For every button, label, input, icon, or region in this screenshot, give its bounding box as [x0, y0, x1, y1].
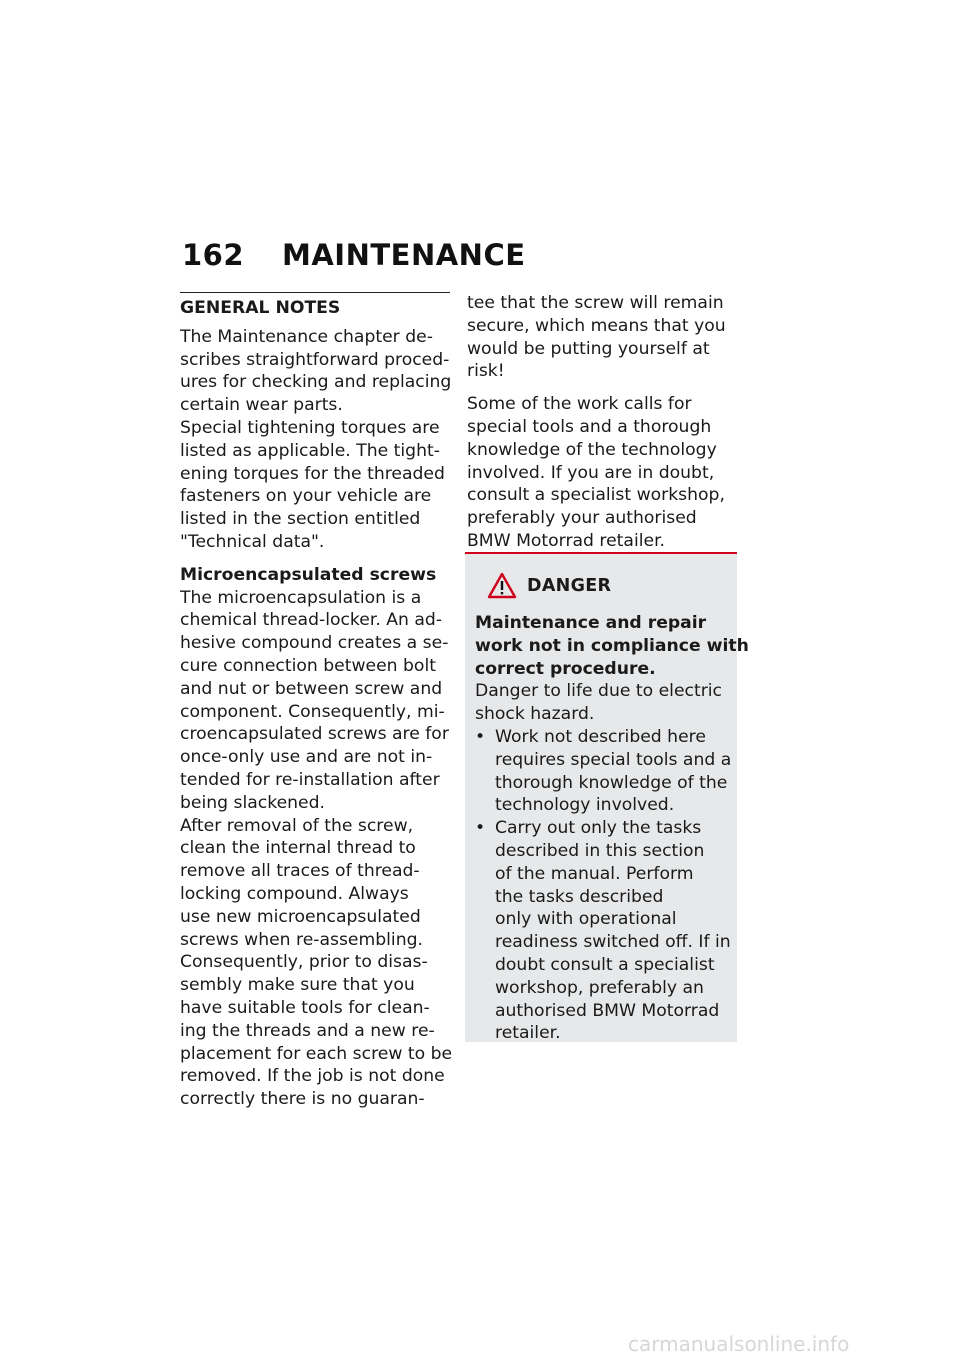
text-line: ures for checking and replacing — [180, 372, 452, 393]
text-line: Some of the work calls for — [467, 394, 692, 415]
text-line: Special tightening torques are — [180, 417, 440, 438]
text-line: Danger to life due to electric — [475, 681, 722, 702]
section-rule — [180, 292, 450, 293]
text-line: Consequently, prior to disas- — [180, 952, 428, 973]
text-line: remove all traces of thread- — [180, 861, 420, 882]
text-line: only with operational — [495, 909, 677, 930]
text-line: listed in the section entitled — [180, 509, 421, 530]
text-line: screws when re-assembling. — [180, 929, 423, 950]
danger-bullet-item — [475, 726, 732, 817]
text-line: requires special tools and a — [495, 749, 732, 770]
micro-paragraph-2 — [180, 815, 453, 1111]
text-line: use new microencapsulated — [180, 906, 421, 927]
text-line: hesive compound creates a se- — [180, 633, 449, 654]
text-line: locking compound. Always — [180, 883, 409, 904]
text-line: authorised BMW Motorrad — [495, 1000, 720, 1021]
text-line: BMW Motorrad retailer. — [467, 530, 666, 551]
page-number: 162 — [182, 238, 245, 272]
left-column — [180, 292, 453, 1111]
text-line: scribes straightforward proced- — [180, 349, 450, 370]
danger-bullet-item — [475, 817, 731, 1045]
text-line: ening torques for the threaded — [180, 463, 445, 484]
text-line: correctly there is no guaran- — [180, 1089, 425, 1110]
text-line: the tasks described — [495, 886, 664, 907]
text-line: being slackened. — [180, 792, 325, 813]
text-line: of the manual. Perform — [495, 863, 694, 884]
text-line: sembly make sure that you — [180, 975, 415, 996]
page-header — [182, 238, 526, 272]
text-line: work not in compliance with — [475, 635, 749, 656]
text-line: consult a specialist workshop, — [467, 485, 725, 506]
text-line: Work not described here — [495, 726, 706, 747]
text-line: clean the internal thread to — [180, 838, 416, 859]
text-line: component. Consequently, mi- — [180, 701, 445, 722]
text-line: chemical thread-locker. An ad- — [180, 610, 443, 631]
text-line: involved. If you are in doubt, — [467, 462, 715, 483]
danger-consequence — [475, 680, 727, 726]
text-line: technology involved. — [495, 795, 675, 816]
text-line: "Technical data". — [180, 531, 325, 552]
text-line: workshop, preferably an — [495, 977, 704, 998]
text-line: correct procedure. — [475, 658, 656, 679]
text-line: listed as applicable. The tight- — [180, 440, 440, 461]
text-line: secure, which means that you — [467, 315, 726, 336]
microencapsulated-heading: Microencapsulated screws — [180, 564, 437, 585]
watermark: carmanualsonline.info — [628, 1332, 850, 1356]
text-line: tended for re-installation after — [180, 769, 440, 790]
danger-callout — [465, 552, 749, 1044]
right-column — [467, 292, 737, 553]
continued-paragraph — [467, 292, 737, 383]
danger-hazard-statement — [475, 612, 749, 680]
special-tools-paragraph — [467, 393, 737, 553]
general-notes-paragraph-1 — [180, 326, 450, 417]
text-line: ing the threads and a new re- — [180, 1020, 435, 1041]
general-notes-paragraph-2 — [180, 417, 450, 554]
text-line: The Maintenance chapter de- — [180, 326, 433, 347]
text-line: readiness switched off. If in — [495, 932, 731, 953]
text-line: tee that the screw will remain — [467, 293, 724, 313]
text-line: removed. If the job is not done — [180, 1066, 445, 1087]
text-line: described in this section — [495, 840, 705, 861]
text-line: The microencapsulation is a — [180, 587, 422, 608]
text-line: risk! — [467, 361, 505, 382]
text-line: doubt consult a specialist — [495, 954, 715, 975]
bullet-marker: • — [475, 726, 486, 747]
micro-paragraph-1 — [180, 587, 450, 815]
text-line: once-only use and are not in- — [180, 747, 433, 768]
text-line: have suitable tools for clean- — [180, 997, 430, 1018]
text-line: fasteners on your vehicle are — [180, 486, 432, 507]
text-line: special tools and a thorough — [467, 416, 712, 437]
text-line: and nut or between screw and — [180, 678, 443, 699]
text-line: retailer. — [495, 1023, 561, 1044]
text-line: After removal of the screw, — [180, 815, 414, 836]
text-line: cure connection between bolt — [180, 655, 436, 676]
text-line: Maintenance and repair — [475, 613, 707, 633]
text-line: Carry out only the tasks — [495, 818, 702, 839]
text-line: preferably your authorised — [467, 508, 697, 529]
danger-title: DANGER — [527, 575, 612, 596]
bullet-marker: • — [475, 818, 486, 839]
text-line: certain wear parts. — [180, 395, 343, 416]
danger-header — [487, 568, 727, 604]
text-line: croencapsulated screws are for — [180, 724, 449, 745]
general-notes-heading: GENERAL NOTES — [180, 298, 341, 318]
text-line: knowledge of the technology — [467, 439, 717, 460]
chapter-title: MAINTENANCE — [282, 238, 526, 272]
text-line: would be putting yourself at — [467, 338, 710, 359]
text-line: shock hazard. — [475, 704, 595, 725]
text-line: thorough knowledge of the — [495, 772, 728, 793]
warning-triangle-icon — [487, 572, 517, 600]
text-line: placement for each screw to be — [180, 1043, 453, 1064]
